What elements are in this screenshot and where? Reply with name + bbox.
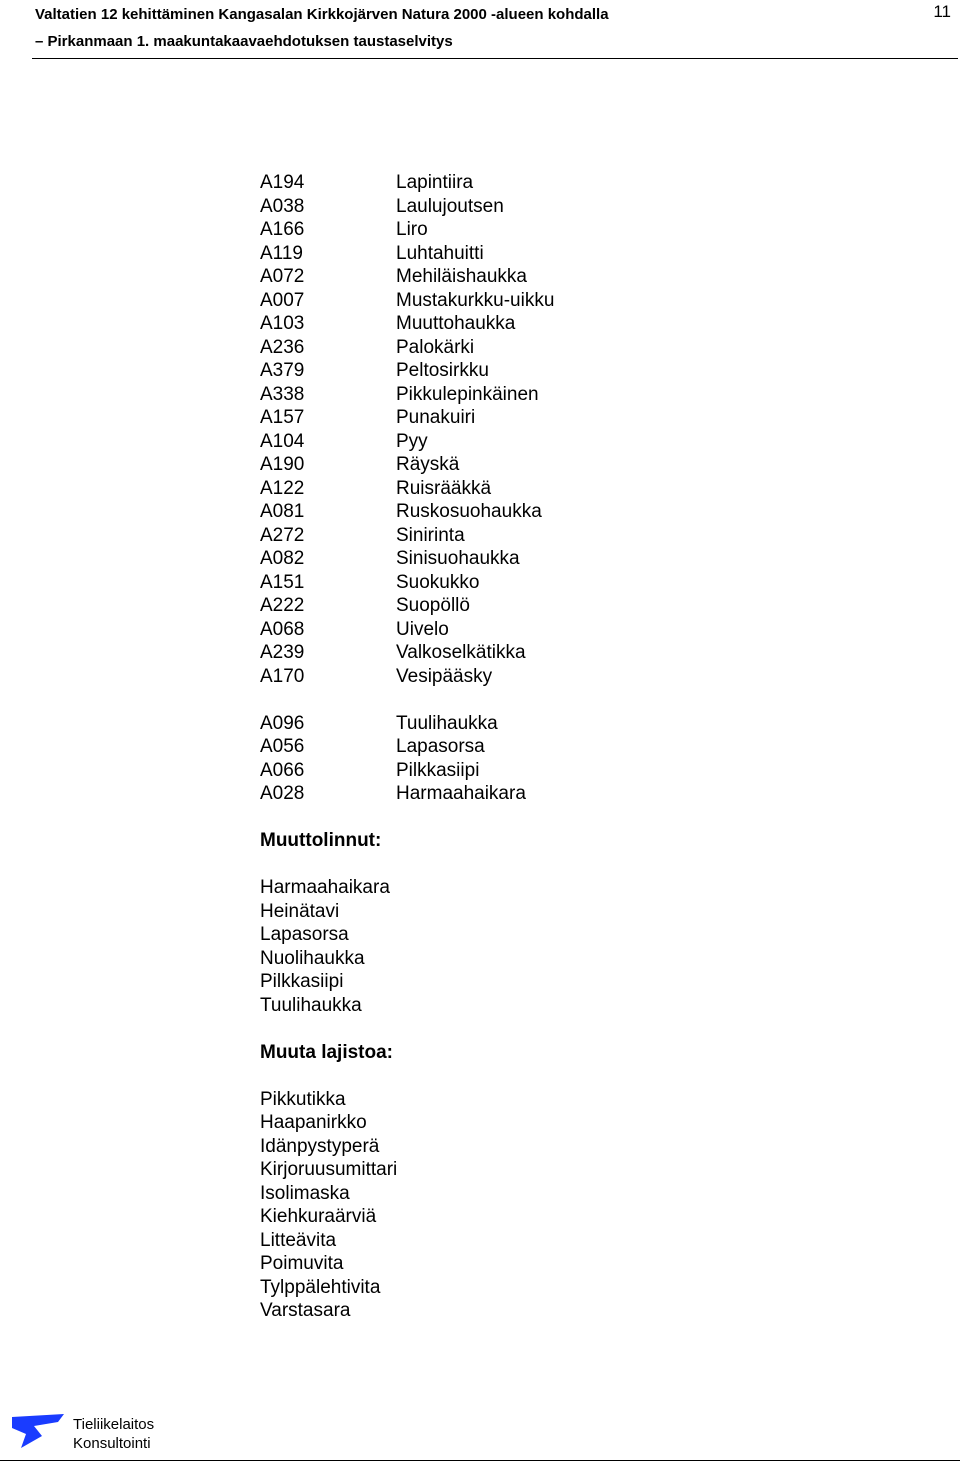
species-row [260,242,554,266]
species-row [260,782,554,806]
species-code: A072 [260,266,305,287]
species-row [260,735,554,759]
species-name: Muuttohaukka [396,313,516,334]
list-item: Lapasorsa [260,924,349,945]
species-row [260,618,554,642]
species-code: A068 [260,618,305,640]
tieliikelaitos-logo-icon [12,1414,64,1448]
species-code: A007 [260,289,305,311]
species-code: A104 [260,430,305,452]
list-item: Pilkkasiipi [260,971,344,992]
document-header-title: Valtatien 12 kehittäminen Kangasalan Kirkkojärven Natura 2000 -alueen kohdalla [35,6,609,23]
species-name: Mustakurkku-uikku [396,289,555,311]
species-group-2 [260,712,554,806]
species-row [260,383,554,407]
species-code: A236 [260,336,305,358]
list-item: Kirjoruusumittari [260,1159,398,1180]
page-number: 11 [933,2,951,21]
list-item: Haapanirkko [260,1112,367,1133]
species-row [260,265,554,289]
list-item: Kiehkuraärviä [260,1206,377,1227]
species-name: Mehiläishaukka [396,266,527,287]
species-code: A096 [260,712,305,734]
species-name: Räyskä [396,454,460,475]
species-row [260,430,554,454]
species-row [260,312,554,336]
species-code: A081 [260,501,305,522]
species-row [260,547,554,571]
species-code: A122 [260,477,305,499]
species-row [260,218,554,242]
list-item: Tylppälehtivita [260,1276,381,1298]
species-name: Luhtahuitti [396,242,484,264]
species-row [260,289,554,313]
document-header-subtitle: – Pirkanmaan 1. maakuntakaavaehdotuksen taustaselvitys [35,33,453,50]
other-species-list [260,1088,554,1323]
species-name: Vesipääsky [396,665,493,687]
species-name: Pilkkasiipi [396,759,480,781]
species-name: Ruisrääkkä [396,477,492,499]
species-row [260,571,554,595]
list-item: Idänpystyperä [260,1135,380,1157]
species-name: Harmaahaikara [396,783,526,804]
species-code: A338 [260,383,305,405]
spacer [260,688,554,712]
footer-org-name: Tieliikelaitos [73,1416,155,1433]
species-name: Tuulihaukka [396,712,498,734]
species-code: A082 [260,548,305,569]
species-name: Lapasorsa [396,736,485,757]
spacer [260,1017,554,1041]
species-row [260,641,554,665]
species-row [260,500,554,524]
species-row [260,359,554,383]
species-row [260,712,554,736]
list-item: Tuulihaukka [260,994,362,1016]
spacer [260,806,554,830]
species-name: Ruskosuohaukka [396,501,542,522]
footer-unit-name: Konsultointi [73,1435,151,1452]
list-item: Poimuvita [260,1253,344,1274]
migratory-list [260,876,554,1017]
species-code: A151 [260,571,305,593]
list-item: Harmaahaikara [260,877,390,898]
list-item: Nuolihaukka [260,947,365,969]
species-code: A170 [260,665,305,687]
list-item: Varstasara [260,1300,351,1321]
species-name: Pyy [396,430,428,452]
species-name: Peltosirkku [396,360,489,381]
species-code: A222 [260,595,305,616]
list-item: Pikkutikka [260,1088,346,1110]
species-row [260,594,554,618]
species-row [260,171,554,195]
footer-organization [73,1415,154,1453]
list-item: Litteävita [260,1229,337,1251]
species-list [260,171,554,1323]
species-row [260,453,554,477]
migratory-heading: Muuttolinnut: [260,830,382,851]
species-code: A190 [260,454,305,475]
species-name: Suokukko [396,571,480,593]
species-row [260,195,554,219]
species-name: Suopöllö [396,595,470,616]
species-group-1 [260,171,554,688]
species-name: Sinirinta [396,524,465,546]
species-code: A119 [260,242,303,264]
species-code: A157 [260,407,305,428]
spacer [260,853,554,877]
species-row [260,524,554,548]
species-row [260,477,554,501]
species-name: Punakuiri [396,407,476,428]
species-name: Valkoselkätikka [396,642,526,663]
species-row [260,406,554,430]
species-code: A166 [260,219,305,240]
species-code: A038 [260,195,305,217]
species-code: A239 [260,642,305,663]
list-item: Heinätavi [260,900,340,922]
species-name: Lapintiira [396,172,474,193]
species-code: A066 [260,759,305,781]
species-name: Uivelo [396,618,449,640]
species-row [260,665,554,689]
species-name: Laulujoutsen [396,195,504,217]
species-code: A272 [260,524,305,546]
species-code: A194 [260,172,305,193]
species-code: A103 [260,313,305,334]
species-row [260,759,554,783]
species-row [260,336,554,360]
list-item: Isolimaska [260,1182,350,1204]
species-name: Pikkulepinkäinen [396,383,539,405]
other-species-heading: Muuta lajistoa: [260,1041,394,1063]
header-divider [32,58,958,59]
species-name: Liro [396,219,428,240]
spacer [260,1064,554,1088]
species-code: A056 [260,736,305,757]
footer-divider [0,1460,960,1461]
species-name: Sinisuohaukka [396,548,520,569]
species-name: Palokärki [396,336,475,358]
species-code: A028 [260,783,305,804]
species-code: A379 [260,360,305,381]
